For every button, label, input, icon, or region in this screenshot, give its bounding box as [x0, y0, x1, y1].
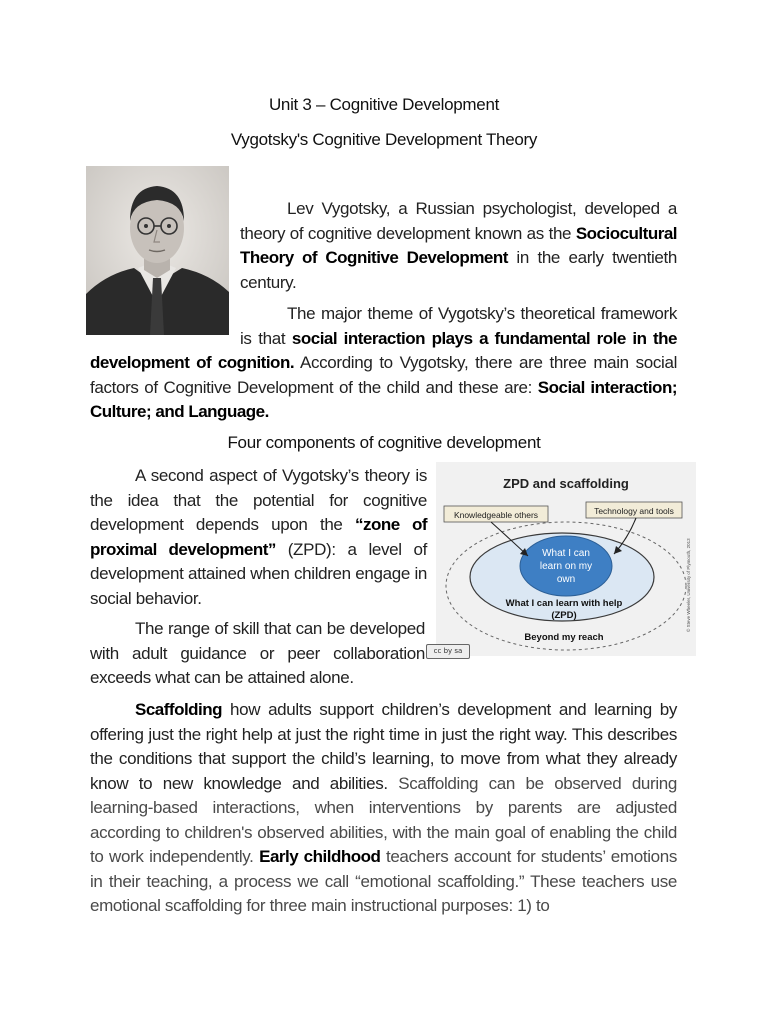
figure-title: ZPD and scaffolding [503, 476, 629, 491]
theme-text-2: According to Vygotsky, there are three main social factors of Cognitive Development of the child and these are: [90, 353, 677, 397]
scaffolding-text-3: teachers account for students’ emotions in their teaching, a process we call “emotional scaffolding.” These teachers use emotional scaffolding for three main instructional purposes: 1) to [90, 847, 677, 915]
scaffolding-paragraph [90, 698, 677, 919]
intro-text-1: Lev Vygotsky, a Russian psychologist, developed a theory of cognitive development known as the [240, 199, 677, 243]
figure-credit: © Steve Wheeler, University of Plymouth, 2013 [686, 538, 691, 632]
creative-commons-badge: cc by sa [426, 644, 470, 659]
inner-label-1: What I can [542, 548, 590, 559]
zpd-label-1: What I can learn with help [505, 598, 623, 609]
inner-label-2: learn on my [539, 561, 593, 572]
section-heading: Four components of cognitive development [227, 433, 541, 452]
theme-text-1: The major theme of Vygotsky’s theoretical framework is that [240, 304, 677, 348]
theme-bold-1: social interaction plays a fundamental role in the development of cognition. [90, 328, 677, 372]
zpd-text-1: A second aspect of Vygotsky’s theory is the idea that the potential for cognitive development depends upon the [90, 466, 427, 534]
zpd-bold-term: “zone of proximal development” [90, 515, 427, 559]
zpd-label-2: (ZPD) [551, 610, 577, 621]
beyond-reach-label: Beyond my reach [524, 632, 604, 643]
theme-paragraph [90, 302, 677, 425]
scaffolding-bold-term: Scaffolding [135, 700, 223, 719]
range-text: The range of skill that can be developed with adult guidance or peer collaboration exceeds what can be attained alone. [90, 619, 425, 687]
zpd-scaffolding-figure [436, 462, 696, 656]
range-paragraph [90, 617, 457, 691]
early-childhood-bold: Early childhood [259, 847, 381, 866]
knowledgeable-others-label: Knowledgeable others [453, 510, 539, 520]
zpd-paragraph [90, 464, 427, 611]
scaffolding-text-1: how adults support children’s development and learning by offering just the right help at just the right time in just the right way. This describes the conditions that support the child’s learning, to move from what they already know to new knowledge and abilities. [90, 700, 677, 793]
technology-tools-label: Technology and tools [594, 506, 674, 516]
zpd-diagram [436, 462, 696, 656]
unit-title: Unit 3 – Cognitive Development [268, 95, 500, 114]
theme-bold-2: Social interaction; Culture; and Language. [90, 377, 677, 421]
scaffolding-text-2: Scaffolding can be observed during learning-based interactions, when interventions by parents are adjusted according to children's observed abilities, with the main goal of enabling the child to work independently. [90, 773, 677, 866]
zpd-text-2: (ZPD): a level of development attained when children engage in social behavior. [90, 539, 428, 608]
intro-bold-term: Sociocultural Theory of Cognitive Development [240, 223, 677, 267]
photo-wrap-spacer [90, 302, 240, 347]
intro-text-2: in the early twentieth century. [240, 248, 677, 292]
inner-label-3: own [556, 574, 576, 585]
theory-title: Vygotsky's Cognitive Development Theory [230, 130, 538, 149]
intro-paragraph [240, 197, 677, 295]
